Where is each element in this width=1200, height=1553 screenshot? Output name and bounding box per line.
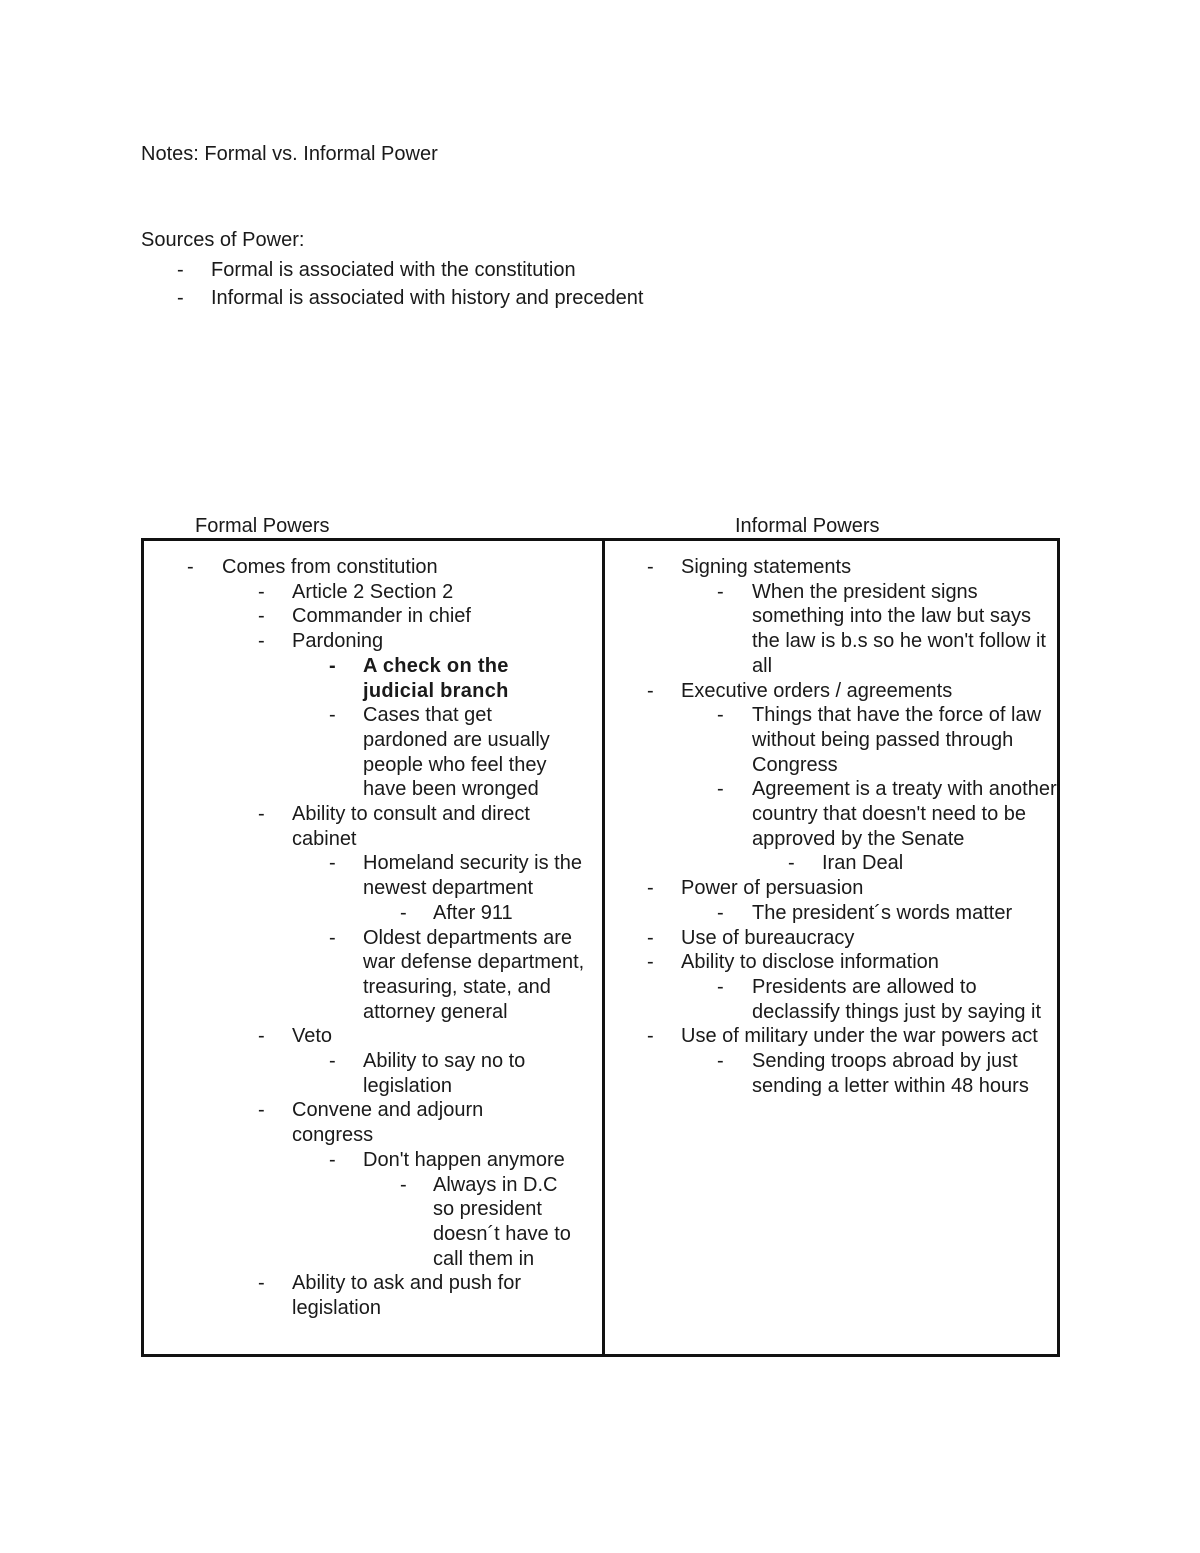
list-item	[144, 1098, 599, 1147]
powers-table	[141, 538, 1060, 1357]
dash-bullet: -	[258, 1099, 265, 1122]
item-text: Veto	[292, 1025, 333, 1048]
list-item	[144, 901, 599, 926]
dash-bullet: -	[258, 605, 265, 628]
informal-powers-column	[605, 555, 1060, 1098]
item-text: Things that have the force of law without being passed through Congress	[752, 704, 1042, 776]
dash-bullet: -	[647, 951, 654, 974]
item-text: Pardoning	[292, 630, 384, 653]
item-text: Oldest departments are war defense department, treasuring, state, and attorney general	[363, 926, 585, 1023]
dash-bullet: -	[647, 556, 654, 578]
dash-bullet: -	[329, 852, 336, 875]
item-text: Always in D.C so president doesn´t have to call them in	[433, 1173, 571, 1270]
list-item	[605, 1049, 1060, 1098]
list-item	[144, 851, 599, 900]
dash-bullet: -	[400, 901, 407, 924]
dash-bullet: -	[258, 803, 265, 826]
list-item	[605, 679, 1060, 704]
sources-list	[141, 256, 643, 312]
list-item	[144, 1024, 599, 1049]
list-item	[144, 802, 599, 851]
sources-heading: Sources of Power:	[141, 229, 305, 251]
list-item	[605, 851, 1060, 876]
dash-bullet: -	[717, 778, 724, 801]
dash-bullet: -	[329, 926, 336, 949]
list-item	[144, 1049, 599, 1098]
dash-bullet: -	[717, 580, 724, 603]
item-text: The president´s words matter	[752, 901, 1013, 924]
list-item	[144, 1173, 599, 1272]
item-text: Executive orders / agreements	[681, 679, 953, 702]
list-item	[144, 654, 599, 703]
list-item	[605, 555, 1060, 580]
dash-bullet: -	[647, 1025, 654, 1048]
dash-bullet: -	[329, 654, 336, 677]
list-item	[144, 604, 599, 629]
list-item: - Formal is associated with the constitution	[141, 256, 643, 284]
list-item	[144, 1271, 599, 1320]
item-text: Homeland security is the newest department	[363, 852, 582, 900]
item-text: Cases that get pardoned are usually people who feel they have been wronged	[363, 704, 550, 801]
formal-powers-header: Formal Powers	[195, 515, 330, 537]
item-text: Ability to ask and push for legislation	[292, 1272, 522, 1320]
item-text: Comes from constitution	[222, 556, 438, 578]
dash-bullet: -	[258, 1025, 265, 1048]
item-text: Signing statements	[681, 556, 852, 578]
dash-bullet: -	[788, 852, 795, 875]
list-item	[144, 703, 599, 802]
list-item	[605, 950, 1060, 975]
list-item	[605, 1024, 1060, 1049]
list-item	[605, 901, 1060, 926]
item-text: After 911	[433, 901, 513, 924]
item-text: Use of military under the war powers act	[681, 1025, 1038, 1048]
dash-bullet: -	[400, 1173, 407, 1196]
dash-bullet: -	[258, 580, 265, 603]
dash-bullet: -	[329, 1050, 336, 1073]
item-text: Don't happen anymore	[363, 1148, 565, 1171]
item-text: Power of persuasion	[681, 877, 864, 900]
item-text: Ability to consult and direct cabinet	[292, 803, 530, 850]
list-item	[144, 1148, 599, 1173]
page-title: Notes: Formal vs. Informal Power	[141, 143, 438, 165]
informal-powers-header: Informal Powers	[735, 515, 880, 537]
item-text: Ability to disclose information	[681, 951, 939, 974]
dash-bullet: -	[647, 679, 654, 702]
list-item	[144, 926, 599, 1025]
dash-bullet: -	[717, 1050, 724, 1073]
dash-bullet: -	[187, 556, 194, 578]
list-item	[605, 876, 1060, 901]
item-text: Presidents are allowed to declassify things just by saying it	[752, 975, 1042, 1023]
list-item: - Informal is associated with history and precedent	[141, 284, 643, 312]
dash-bullet: -	[329, 1148, 336, 1171]
dash-bullet: -	[717, 704, 724, 727]
dash-bullet: -	[717, 975, 724, 998]
item-text: Use of bureaucracy	[681, 926, 855, 949]
list-item	[605, 975, 1060, 1024]
item-text: A check on the judicial branch	[363, 654, 509, 702]
dash-bullet: -	[717, 901, 724, 924]
item-text: Commander in chief	[292, 605, 471, 628]
list-item	[144, 580, 599, 605]
item-text: When the president signs something into the law but says the law is b.s so he won't follow it all	[752, 580, 1046, 677]
dash-bullet: -	[258, 630, 265, 653]
item-text: Agreement is a treaty with another country that doesn't need to be approved by the Senate	[752, 778, 1057, 850]
item-text: Convene and adjourn congress	[292, 1099, 484, 1147]
dash-bullet: -	[647, 926, 654, 949]
formal-powers-column	[144, 555, 599, 1321]
item-text: Iran Deal	[822, 852, 904, 875]
item-text: Sending troops abroad by just sending a letter within 48 hours	[752, 1050, 1029, 1097]
list-item	[605, 777, 1060, 851]
list-item	[605, 580, 1060, 679]
list-item	[605, 926, 1060, 951]
list-item	[144, 555, 599, 580]
dash-bullet: -	[258, 1272, 265, 1295]
list-item	[144, 629, 599, 654]
item-text: Article 2 Section 2	[292, 580, 454, 603]
item-text: Ability to say no to legislation	[363, 1050, 526, 1097]
dash-bullet: -	[647, 877, 654, 900]
list-item	[605, 703, 1060, 777]
dash-bullet: -	[329, 704, 336, 727]
